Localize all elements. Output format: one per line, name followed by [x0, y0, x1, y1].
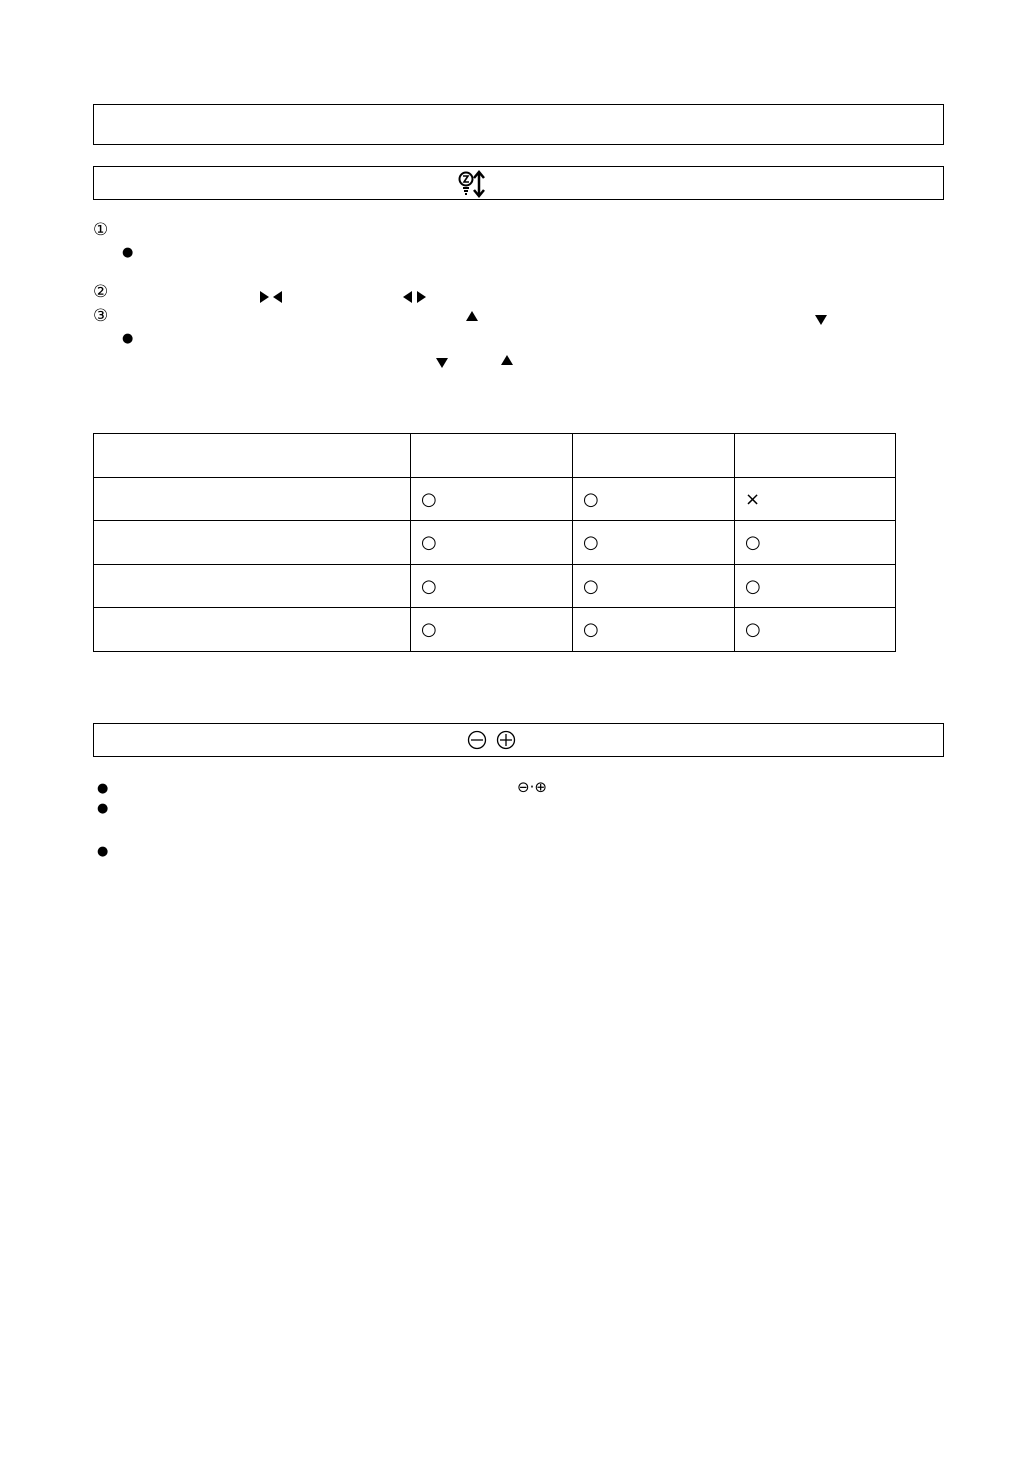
table-cell-mark: ○ [583, 619, 599, 640]
table-cell-mark: ○ [421, 488, 437, 510]
section-header-zoom [93, 723, 944, 757]
step-1-bullet: ● [122, 245, 134, 260]
table-header-cell [735, 434, 896, 478]
table-cell-mark: ○ [421, 575, 437, 597]
step-1-marker: ① [93, 220, 109, 240]
step-2-marker: ② [93, 282, 109, 302]
zoom-bullet-1: ● [97, 781, 109, 796]
down-triangle-icon [815, 315, 827, 325]
compatibility-table [93, 433, 896, 652]
table-cell-mark: ○ [745, 532, 761, 553]
table-row [94, 608, 896, 652]
step-3-marker: ③ [93, 306, 109, 326]
table-row [94, 565, 896, 608]
down-triangle-icon [436, 358, 448, 368]
title-box [93, 104, 944, 145]
table-header-cell [573, 434, 735, 478]
table-row-label [94, 608, 411, 652]
circled-plus-icon [496, 730, 516, 750]
step-3-bullet: ● [122, 331, 134, 346]
table-cell-mark: ○ [421, 619, 437, 640]
up-triangle-icon [466, 311, 478, 321]
table-header-cell [411, 434, 573, 478]
up-triangle-icon [501, 355, 513, 365]
table-row [94, 478, 896, 521]
table-cell-mark: × [745, 488, 761, 510]
minus-plus-inline-symbol: ⊖·⊕ [517, 778, 547, 796]
table-row [94, 521, 896, 565]
table-header-row [94, 434, 896, 478]
table-row-label [94, 478, 411, 521]
table-cell-mark: ○ [421, 532, 437, 553]
section-header-tilt [93, 166, 944, 200]
table-row-label [94, 565, 411, 608]
table-cell-mark: ○ [745, 619, 761, 640]
table-cell-mark: ○ [583, 488, 599, 510]
zoom-bullet-3: ● [97, 844, 109, 859]
table-cell-mark: ○ [745, 575, 761, 597]
table-cell-mark: ○ [583, 575, 599, 597]
zoom-bullet-2: ● [97, 801, 109, 816]
circled-minus-icon [467, 730, 487, 750]
table-header-cell [94, 434, 411, 478]
table-row-label [94, 521, 411, 565]
lamp-updown-icon [458, 170, 486, 198]
table-cell-mark: ○ [583, 532, 599, 553]
